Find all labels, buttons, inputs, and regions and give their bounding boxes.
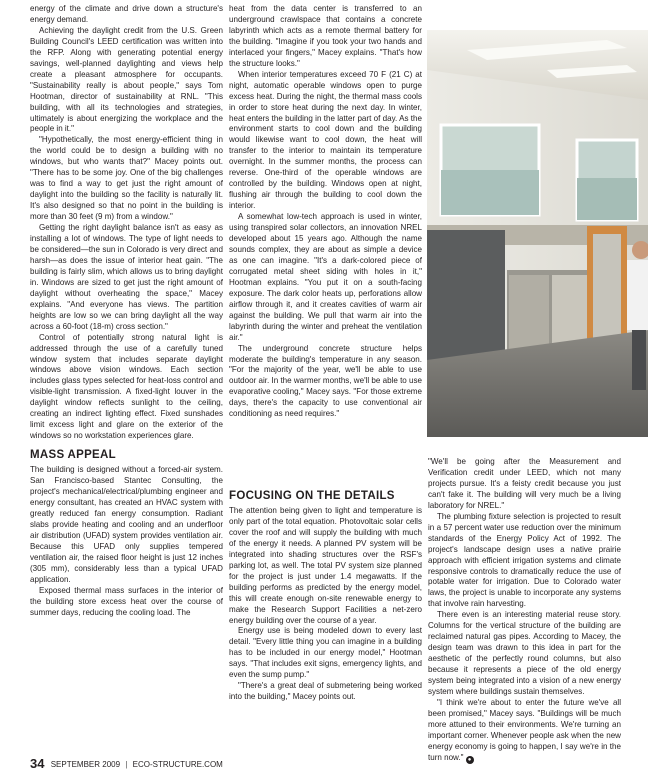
- paragraph: The underground concrete structure helps moderate the building's temperature in any season. "For the majority of the year, we'll be able to use outdoor air. In the warmer months, we'll be able to use evaporative cooling," Macey says. "For those extreme days, there's the capacity to use conventional air conditioning as need requires.": [229, 343, 422, 419]
- paragraph: Getting the right daylight balance isn't as easy as installing a lot of windows. The type of light needs to be considered—the sun in Colorado is very direct and harsh—as does the issue of interior heat gain. "The building is fairly slim, which allows us to bring daylight in. Windows are sized to get just the right amount of daylight without overheating the space," Macey explains. "And everyone has views. The partition heights are low so we can bring daylight all the way across a 60-foot (18-m) cross section.": [30, 223, 223, 331]
- paragraph: The plumbing fixture selection is projected to result in a 57 percent water use reduction over the minimum standards of the Energy Policy Act of 1992. The project's landscape design uses a native prairie approach with efficient irrigation systems and climate responsive controls to dramatically reduce the use of potable water for irrigation. Due to Colorado water laws, the project is unable to incorporate any systems that involve rain harvesting.: [428, 511, 621, 609]
- paragraph: Exposed thermal mass surfaces in the interior of the building store excess heat over the course of summer days, reducing the cooling load. The: [30, 585, 223, 617]
- office-interior-photo: [427, 30, 648, 437]
- issue-date: SEPTEMBER 2009: [50, 760, 121, 769]
- text-column-2: [229, 4, 422, 487]
- page-footer: [30, 756, 223, 770]
- website-link[interactable]: ECO-STRUCTURE.COM: [132, 760, 223, 769]
- paragraph: "We'll be going after the Measurement and Verification credit under LEED, which not many projects pursue. It's a feisty credit because you just can't fake it. The building will very much be a living laboratory for NREL.": [428, 457, 621, 510]
- paragraph: Control of potentially strong natural light is addressed through the use of a carefully tuned window system that includes separate daylight windows above vision windows. Each section includes glass types selected for heat-loss control and visible-light transmission. A fixed-light louver in the daylight window reflects sunlight to the ceiling, creating an indirect lighting effect. Fixed sunshades limit excess light and glare on the exterior of the windows so no workstation experiences glare.: [30, 332, 223, 441]
- text-column-2-lower: [229, 490, 422, 748]
- closing-quote: "I think we're about to enter the future we've all been promised," Macey says. "Buildings will be much more attuned to their environments. We're turning an important corner. Whenever people ask when the new energy economy is going to happen, I say we're in the turn now.": [428, 697, 621, 762]
- paragraph: Achieving the daylight credit from the U.S. Green Building Council's LEED certification was written into the RFP. Along with generating potential energy savings, well-planned daylighting and views help create a pleasant atmosphere for occupants. "Sustainability really is about people," says Tom Hootman, director of sustainability at RNL. "This building, with all its technologies and strategies, ultimately is about energizing the workplace and the people in it.": [30, 25, 223, 134]
- paragraph: "Hypothetically, the most energy-efficient thing in the world could be to design a building with no windows, but who wants that?" Macey points out. "There has to be some joy. One of the big challenges was to find a way to get just the right amount of daylight into the building so the facility is naturally lit. It's also designed so that no point in the building is more than 30 feet (9 m) from a window.": [30, 135, 223, 222]
- paragraph: There even is an interesting material reuse story. Columns for the vertical structure of the building are reclaimed natural gas pipes. According to Macey, the design team was drawn to this idea in part for the aesthetic of the perfectly round columns, but also because it represents a piece of the old energy system being integrated into a vision of a new energy system where buildings sustain themselves.: [428, 610, 621, 697]
- paragraph: energy of the climate and drive down a structure's energy demand.: [30, 4, 223, 24]
- section-heading-mass-appeal: MASS APPEAL: [30, 449, 116, 462]
- paragraph: [428, 698, 621, 764]
- paragraph: A somewhat low-tech approach is used in winter, using transpired solar collectors, an innovation NREL developed about 15 years ago. Although the name sounds complex, they are about as simple a device as one can imagine. "It's a dark-colored piece of corrugated metal sheet siding with holes in it," Hootman explains. "You put it on a south-facing exposure. The dark color heats up, perforations allow airflow through it, and it creates cavities of warm air against the building. We pull that warm air into the labyrinth during the winter and preheat the ventilation air.": [229, 212, 422, 342]
- section-heading-focusing-on-the-details: FOCUSING ON THE DETAILS: [229, 490, 395, 502]
- office-interior-rendering-icon: [427, 30, 648, 437]
- text-column-3: [428, 457, 621, 763]
- paragraph: The building is designed without a forced-air system. San Francisco-based Stantec Consulting, the project's mechanical/electrical/plumbing engineer and energy consultant, has created an HVAC system with greatly reduced fan energy consumption. Radiant slabs provide heating and cooling and an underfloor air distribution (UFAD) system provides ventilation air. Because this UFAD only supplies tempered ventilation air, the raised floor height is just 12 inches (305 mm), considerably less than a typical UFAD application.: [30, 465, 223, 584]
- paragraph: "There's a great deal of submetering being worked into the building," Macey points out.: [229, 681, 422, 702]
- paragraph: Energy use is being modeled down to every last detail. "Every little thing you can imagine in a building has to be included in our energy model," Hootman says. "That includes exit signs, emergency lights, and even the sump pump.": [229, 626, 422, 680]
- page-number: 34: [30, 756, 45, 771]
- text-column-1: [30, 4, 223, 740]
- paragraph: When interior temperatures exceed 70 F (21 C) at night, automatic operable windows open to purge excess heat. During the night, the thermal mass cools in order to store heat during the next day. In winter, heat enters the building in the latter part of day. As the environment starts to cool down and the building would likewise want to cool down, the heat will transfer to the interior to maintain its temperature overnight. In the summer months, the process can reverse. One-third of the operable windows are controlled by the building. Windows open at night, flushing air through the building to cool down the interior.: [229, 69, 422, 211]
- end-mark-icon: ●: [466, 756, 474, 764]
- footer-separator: |: [125, 760, 128, 769]
- paragraph: The attention being given to light and temperature is only part of the total equation. Photovoltaic solar cells cover the roof and will supply the building with much of the energy it needs. A planned PV system will be integrated into shading structures over the RSF's parking lot, as well. The total PV system size planned for the project is just under 1.4 megawatts. If the building performs as predicted by the energy model, this will create enough on-site renewable energy to make the Research Support Facilities a net-zero energy building over the course of a year.: [229, 506, 422, 625]
- paragraph: heat from the data center is transferred to an underground crawlspace that contains a concrete labyrinth which acts as a remote thermal battery for the building. "Imagine if you took your two hands and interlaced your fingers," Macey explains. "That's how the structure looks.": [229, 4, 422, 68]
